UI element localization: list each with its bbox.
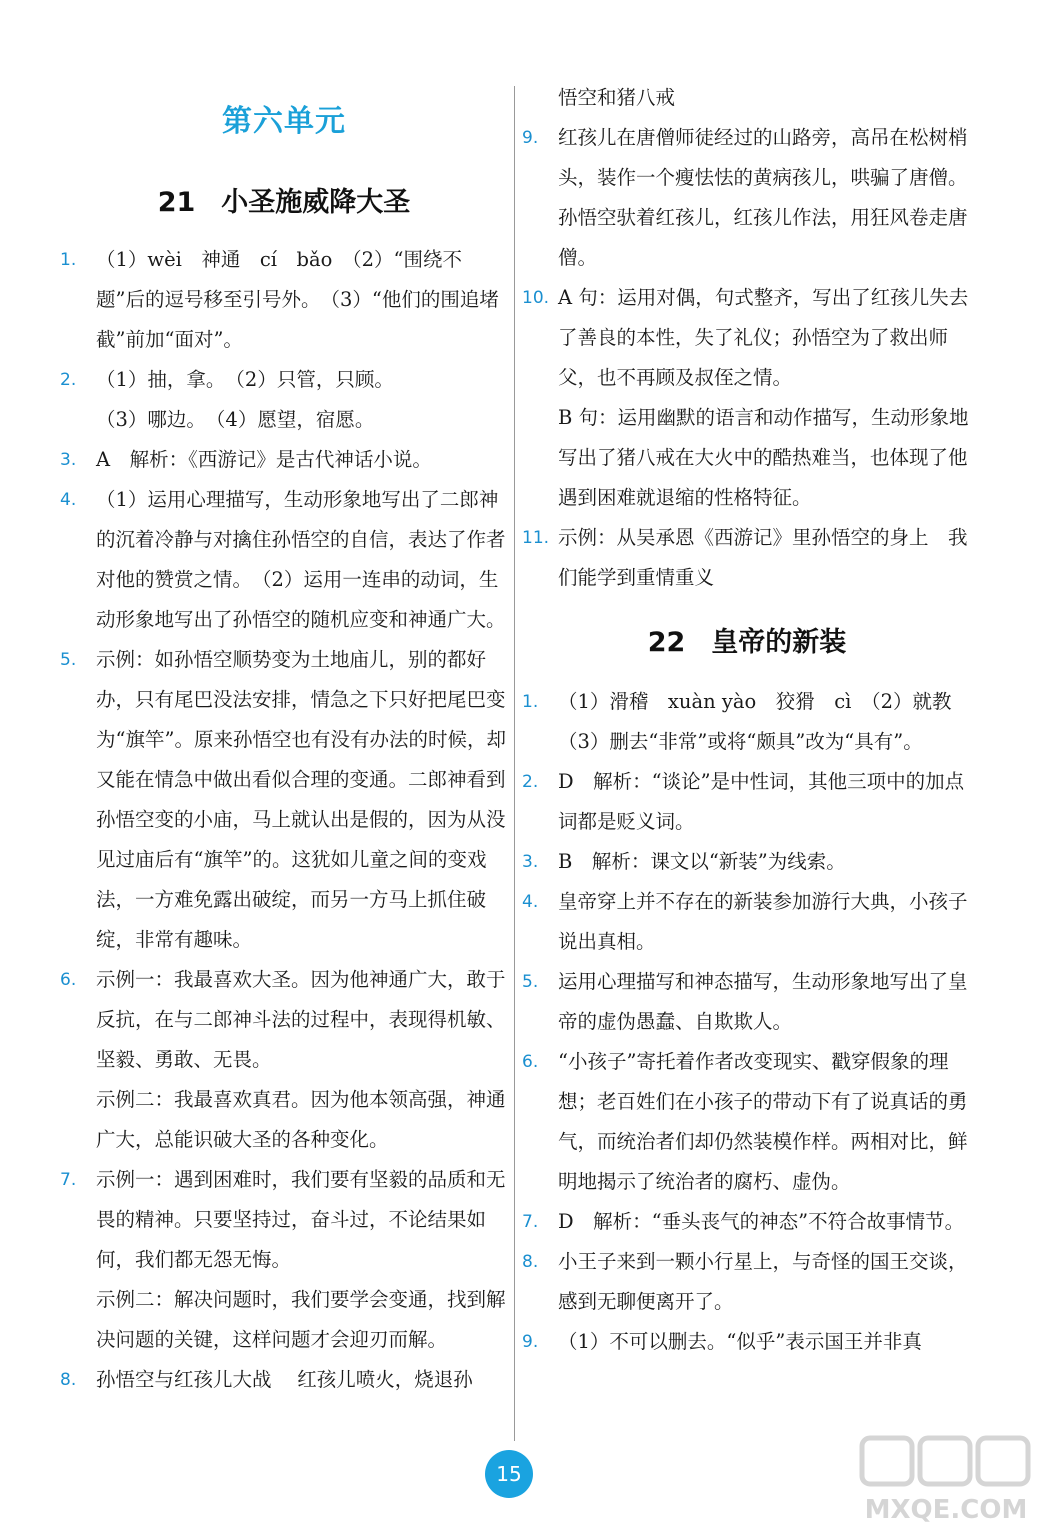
answer-text: A 句：运用对偶，句式整齐，写出了红孩儿失去了善良的本性，失了礼仪；孙悟空为了救出师父，也不再顾及叔侄之情。 (558, 286, 969, 389)
answer-text: 运用心理描写和神态描写，生动形象地写出了皇帝的虚伪愚蠢、自欺欺人。 (558, 970, 968, 1033)
answer-text: 示例一：遇到困难时，我们要有坚毅的品质和无畏的精神。只要坚持过，奋斗过，不论结果如何，我们都无怨无悔。 (96, 1168, 506, 1271)
answer-number: 9. (522, 128, 539, 148)
answer-number: 4. (60, 490, 77, 510)
watermark-logo-icon (856, 1432, 1036, 1528)
answer-number: 11. (522, 528, 550, 548)
answer-text: 悟空和猪八戒 (558, 86, 676, 109)
lesson-22-name: 皇帝的新装 (711, 627, 847, 658)
answer-item (522, 118, 972, 278)
answer-number: 6. (60, 970, 77, 990)
answer-text: 皇帝穿上并不存在的新装参加游行大典，小孩子说出真相。 (558, 890, 968, 953)
page-number: 15 (485, 1450, 533, 1498)
answer-text: “小孩子”寄托着作者改变现实、戳穿假象的理想；老百姓们在小孩子的带动下有了说真话的勇气，而统治者们却仍然装模作样。两相对比，鲜明地揭示了统治者的腐朽、虚伪。 (558, 1050, 968, 1193)
answer-item (60, 1360, 508, 1400)
answer-text: 示例二：我最喜欢真君。因为他本领高强，神通广大，总能识破大圣的各种变化。 (96, 1088, 506, 1151)
answer-item (60, 240, 508, 360)
answer-number: 9. (522, 1332, 539, 1352)
answer-number: 2. (522, 772, 539, 792)
answer-text: 示例：从吴承恩《西游记》里孙悟空的身上 我们能学到重情重义 (558, 526, 968, 589)
answer-item (60, 360, 508, 440)
answer-item (522, 78, 972, 118)
column-divider (514, 86, 515, 1441)
answer-number: 2. (60, 370, 77, 390)
answer-number: 5. (522, 972, 539, 992)
answer-item (522, 762, 972, 842)
answer-text: 小王子来到一颗小行星上，与奇怪的国王交谈，感到无聊便离开了。 (558, 1250, 968, 1313)
lesson-21-title (60, 180, 508, 219)
answer-text: （1）不可以删去。“似乎”表示国王并非真 (558, 1330, 922, 1353)
answer-text: 示例一：我最喜欢大圣。因为他神通广大，敢于反抗，在与二郎神斗法的过程中，表现得机敏、坚毅、勇敢、无畏。 (96, 968, 506, 1071)
unit-title: 第六单元 (222, 104, 346, 139)
answer-item (522, 1202, 972, 1242)
answer-item (522, 962, 972, 1042)
answer-item (522, 842, 972, 882)
answer-item (60, 1160, 508, 1360)
answer-text: D 解析：“垂头丧气的神态”不符合故事情节。 (558, 1210, 965, 1233)
left-answer-list (60, 240, 508, 1400)
answer-number: 10. (522, 288, 550, 308)
answer-number: 3. (60, 450, 77, 470)
answer-item (522, 1242, 972, 1322)
lesson-22-title (522, 620, 972, 659)
answer-text: （3）哪边。 （4）愿望，宿愿。 (96, 408, 375, 431)
answer-text: 孙悟空与红孩儿大战 红孩儿喷火，烧退孙 (96, 1368, 473, 1391)
answer-number: 6. (522, 1052, 539, 1072)
answer-text: （1）抽，拿。 （2）只管，只顾。 (96, 368, 394, 391)
answer-text: 红孩儿在唐僧师徒经过的山路旁，高吊在松树梢头，装作一个瘦怯怯的黄病孩儿，哄骗了唐僧。孙悟空驮着红孩儿，红孩儿作法，用狂风卷走唐僧。 (558, 126, 968, 269)
answer-number: 7. (522, 1212, 539, 1232)
lesson-21-number: 21 (157, 187, 196, 218)
answer-text: D 解析：“谈论”是中性词，其他三项中的加点词都是贬义词。 (558, 770, 965, 833)
answer-text: （1）wèi 神通 cí bǎo （2）“围绕不题”后的逗号移至引号外。 （3）“他们的围追堵截”前加“面对”。 (96, 248, 499, 351)
answer-item (60, 640, 508, 960)
answer-item (522, 518, 972, 598)
right-answer-list-a (522, 78, 972, 598)
answer-item (60, 440, 508, 480)
answer-text: （1）滑稽 xuàn yào 狡猾 cì （2）就教 （3）删去“非常”或将“颇具”改为“具有”。 (558, 690, 972, 753)
answer-number: 7. (60, 1170, 77, 1190)
answer-item (60, 480, 508, 640)
answer-number: 1. (60, 250, 77, 270)
answer-text: 示例：如孙悟空顺势变为土地庙儿，别的都好办，只有尾巴没法安排，情急之下只好把尾巴变为“旗竿”。原来孙悟空也有没有办法的时候，却又能在情急中做出看似合理的变通。二郎神看到孙悟空变的小庙，马上就认出是假的，因为从没见过庙后有“旗竿”的。这犹如儿童之间的变戏法，一方难免露出破绽，而另一方马上抓住破绽，非常有趣味。 (96, 648, 506, 951)
lesson-21-name: 小圣施威降大圣 (221, 187, 411, 218)
answer-number: 8. (60, 1370, 77, 1390)
answer-item (522, 278, 972, 518)
answer-text: （1）运用心理描写，生动形象地写出了二郎神的沉着冷静与对擒住孙悟空的自信，表达了作者对他的赞赏之情。 （2）运用一连串的动词，生动形象地写出了孙悟空的随机应变和神通广大。 (96, 488, 506, 631)
answer-number: 3. (522, 852, 539, 872)
answer-number: 1. (522, 692, 539, 712)
answer-item (60, 960, 508, 1160)
answer-text: 示例二：解决问题时，我们要学会变通，找到解决问题的关键，这样问题才会迎刃而解。 (96, 1288, 506, 1351)
answer-text: A 解析：《西游记》是古代神话小说。 (96, 448, 432, 471)
right-answer-list-b (522, 682, 972, 1362)
watermark-text: MXQE.COM (864, 1495, 1028, 1525)
answer-item (522, 1322, 972, 1362)
answer-text: B 句：运用幽默的语言和动作描写，生动形象地写出了猪八戒在大火中的酷热难当，也体现了他遇到困难就退缩的性格特征。 (558, 406, 969, 509)
lesson-22-number: 22 (647, 627, 686, 658)
answer-text: B 解析：课文以“新装”为线索。 (558, 850, 846, 873)
answer-item (522, 682, 972, 762)
answer-number: 5. (60, 650, 77, 670)
answer-item (522, 882, 972, 962)
answer-number: 4. (522, 892, 539, 912)
answer-number: 8. (522, 1252, 539, 1272)
answer-item (522, 1042, 972, 1202)
